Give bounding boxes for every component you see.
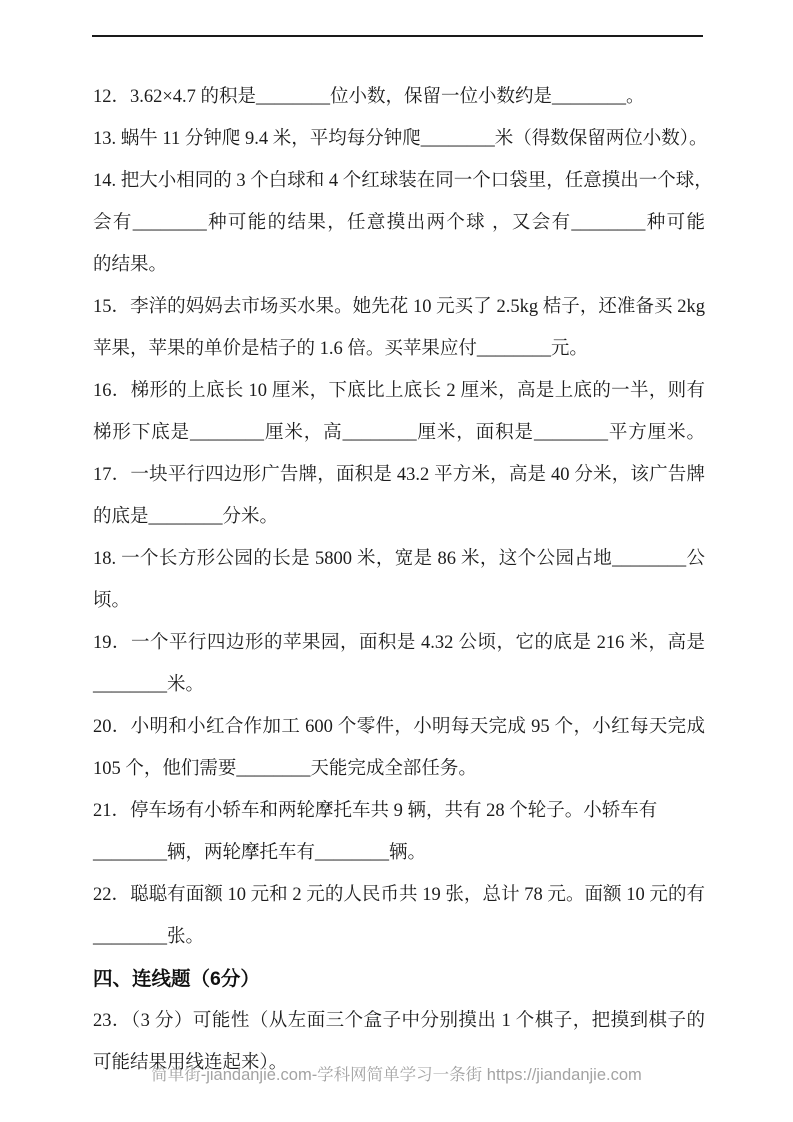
question-20 [93, 706, 705, 790]
question-line: 22．聪聪有面额 10 元和 2 元的人民币共 19 张，总计 78 元。面额 10 元的有 [93, 885, 705, 905]
question-line: 梯形下底是________厘米，高________厘米，面积是________平方厘米。 [93, 423, 705, 443]
section-header-lianxianti: 四、连线题（6分） [93, 968, 260, 990]
question-line: ________米。 [93, 675, 205, 695]
question-line: 的底是________分米。 [93, 507, 279, 527]
question-line: 14. 把大小相同的 3 个白球和 4 个红球装在同一个口袋里，任意摸出一个球， [93, 171, 713, 191]
question-19 [93, 622, 705, 706]
question-16 [93, 370, 705, 454]
question-line: 的结果。 [93, 255, 168, 275]
question-18 [93, 538, 705, 622]
footer-watermark: 简单街-jiandanjie.com-学科网简单学习一条街 https://jiandanjie.com [151, 1066, 642, 1084]
question-22 [93, 874, 705, 958]
question-13 [93, 118, 708, 160]
question-line: 17．一块平行四边形广告牌，面积是 43.2 平方米，高是 40 分米，该广告牌 [93, 465, 705, 485]
questions-area [93, 76, 713, 1084]
question-21 [93, 790, 705, 874]
question-15 [93, 286, 705, 370]
question-line: 15．李洋的妈妈去市场买水果。她先花 10 元买了 2.5kg 桔子，还准备买 2kg [93, 297, 705, 317]
question-line: 23．（3 分）可能性（从左面三个盒子中分别摸出 1 个棋子，把摸到棋子的 [93, 1011, 705, 1031]
question-12 [93, 76, 705, 118]
question-line: 12．3.62×4.7 的积是________位小数，保留一位小数约是________。 [93, 87, 645, 107]
header-rule [92, 35, 703, 37]
question-line: 可能结果用线连起来）。 [93, 1053, 288, 1073]
question-line: 16．梯形的上底长 10 厘米，下底比上底长 2 厘米，高是上底的一半，则有 [93, 381, 705, 401]
question-17 [93, 454, 705, 538]
question-line: 18. 一个长方形公园的长是 5800 米，宽是 86 米，这个公园占地________公 [93, 549, 705, 569]
question-14 [93, 160, 713, 286]
question-line: ________张。 [93, 927, 205, 947]
question-line: ________辆，两轮摩托车有________辆。 [93, 843, 427, 863]
question-line: 会有________种可能的结果，任意摸出两个球 ，又会有________种可能 [93, 213, 705, 233]
question-line: 105 个，他们需要________天能完成全部任务。 [93, 759, 477, 779]
question-line: 20．小明和小红合作加工 600 个零件，小明每天完成 95 个，小红每天完成 [93, 717, 705, 737]
question-line: 顷。 [93, 591, 131, 611]
question-line: 13. 蜗牛 11 分钟爬 9.4 米，平均每分钟爬________米（得数保留两位小数）。 [93, 129, 708, 149]
question-line: 19．一个平行四边形的苹果园，面积是 4.32 公顷，它的底是 216 米，高是 [93, 633, 705, 653]
question-line: 苹果，苹果的单价是桔子的 1.6 倍。买苹果应付________元。 [93, 339, 588, 359]
question-line: 21．停车场有小轿车和两轮摩托车共 9 辆，共有 28 个轮子。小轿车有 [93, 801, 658, 821]
